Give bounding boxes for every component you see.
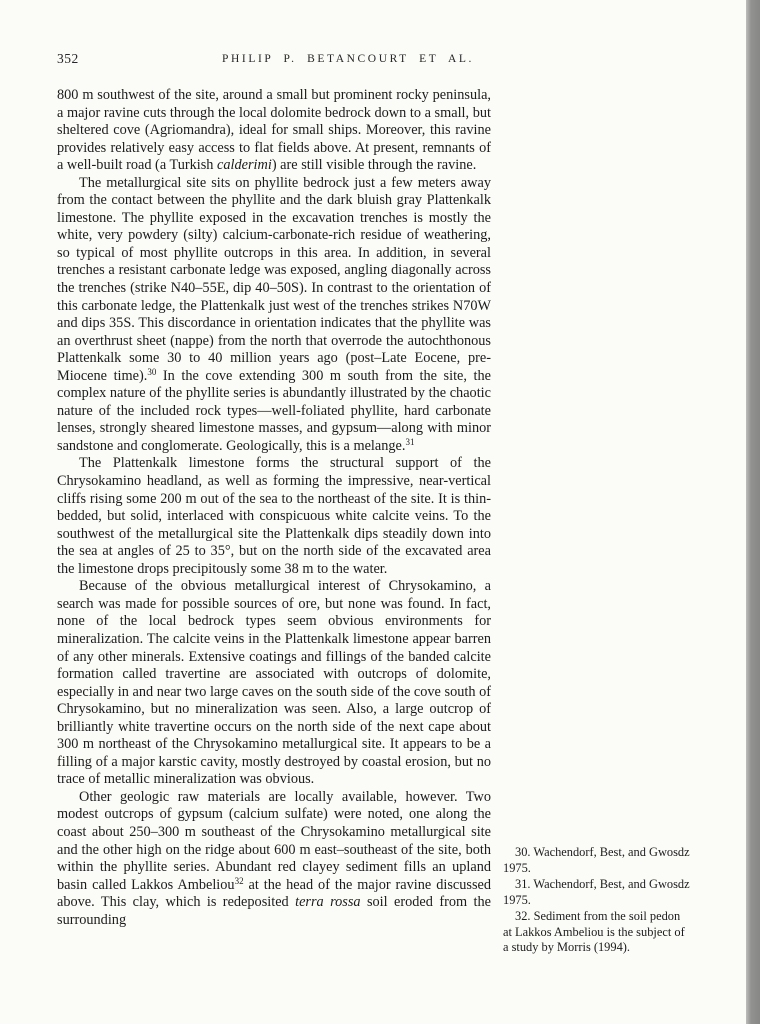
text-run: at the head of the major ravine discussed above. This clay, which is redeposited (57, 876, 491, 911)
footnote: 32. Sediment from the soil pedon at Lakkos Ambeliou is the subject of a study by Morris (1994). (503, 908, 685, 955)
text-run: The Plattenkalk limestone forms the structural support of the Chrysokamino headland, as well as forming the impressive, near-vertical cliffs rising some 200 m out of the sea to the northeast of the site. It is thin-bedded, but solid, interlaced with conspicuous white calcite veins. To the southwest of the metallurgical site the Plattenkalk dips steadily down into the sea at angles of 25 to 35°, but on the north side of the excavated area the limestone drops precipitously some 38 m to the water. (57, 455, 491, 577)
footnote-ref: 32 (234, 876, 244, 887)
footnote-ref: 31 (405, 437, 415, 448)
italic-text: terra rossa (295, 894, 361, 911)
text-run: Other geologic raw materials are locally available, however. Two modest outcrops of gypsum (calcium sulfate) were noted, one along the coast about 250–300 m southeast of the Chrysokamino metallurgical site and the other high on the ridge about 600 m east–southeast of the site, both within the phyllite series. Abundant red clayey sediment fills an upland basin called Lakkos Ambeliou (57, 788, 491, 893)
page-edge-shadow (746, 0, 760, 1024)
paragraph (57, 87, 491, 175)
running-head: PHILIP P. BETANCOURT ET AL. (222, 53, 474, 65)
footnote: 30. Wachendorf, Best, and Gwosdz 1975. (503, 845, 690, 875)
text-run: soil eroded from the surrounding (57, 894, 491, 928)
text-run: The metallurgical site sits on phyllite bedrock just a few meters away from the contact between the phyllite and the dark bluish gray Plattenkalk limestone. The phyllite exposed in the excavation trenches is mostly the white, very powdery (silty) calcium-carbonate-rich residue of weathering, so typical of most phyllite outcrops in this area. In addition, in several trenches a resistant carbonate ledge was exposed, angling diagonally across the trenches (strike N40–55E, dip 40–50S). In contrast to the orientation of this carbonate ledge, the Plattenkalk just west of the trenches strikes N70W and dips 35S. This discordance in orientation indicates that the phyllite was an overthrust sheet (nappe) from the north that overrode the autochthonous Plattenkalk some 30 to 40 million years ago (post–Late Eocene, pre-Miocene time). (57, 174, 491, 384)
paragraph (57, 578, 491, 789)
body-text (57, 87, 491, 929)
paragraph (57, 789, 491, 929)
italic-text: calderimi (217, 157, 272, 174)
paragraph (57, 175, 491, 456)
footnote: 31. Wachendorf, Best, and Gwosdz 1975. (503, 876, 690, 907)
page-number: 352 (57, 51, 79, 66)
footnotes (503, 845, 691, 956)
text-run: ) are still visible through the ravine. (271, 157, 477, 174)
text-run: In the cove extending 300 m south from the site, the complex nature of the phyllite series is abundantly illustrated by the chaotic nature of the included rock types—well-foliated phyllite, hard carbonate lenses, strongly sheared limestone masses, and gypsum—along with minor sandstone and conglomerate. Geologically, this is a melange. (57, 367, 491, 454)
paragraph (57, 455, 491, 578)
footnote-ref: 30 (147, 367, 157, 378)
text-run: Because of the obvious metallurgical interest of Chrysokamino, a search was made for possible sources of ore, but none was found. In fact, none of the local bedrock types seem obvious environments for mineralization. The calcite veins in the Plattenkalk limestone appear barren of any other minerals. Extensive coatings and fillings of the banded calcite formation called travertine are associated with outcrops of dolomite, especially in and near two large caves on the south side of the cove south of Chrysokamino, but no mineralization was seen. Also, a large outcrop of brilliantly white travertine occurs on the north side of the next cape about 300 m northeast of the Chrysokamino metallurgical site. It appears to be a filling of a major karstic cavity, mostly destroyed by coastal erosion, but no trace of metallic mineralization was obvious. (57, 578, 491, 788)
text-run: 800 m southwest of the site, around a small but prominent rocky peninsula, a major ravine cuts through the local dolomite bedrock down to a small, but sheltered cove (Agriomandra), ideal for small ships. Moreover, this ravine provides relatively easy access to flat fields above. At present, remnants of a well-built road (a Turkish (57, 87, 491, 174)
page-header (57, 53, 639, 65)
